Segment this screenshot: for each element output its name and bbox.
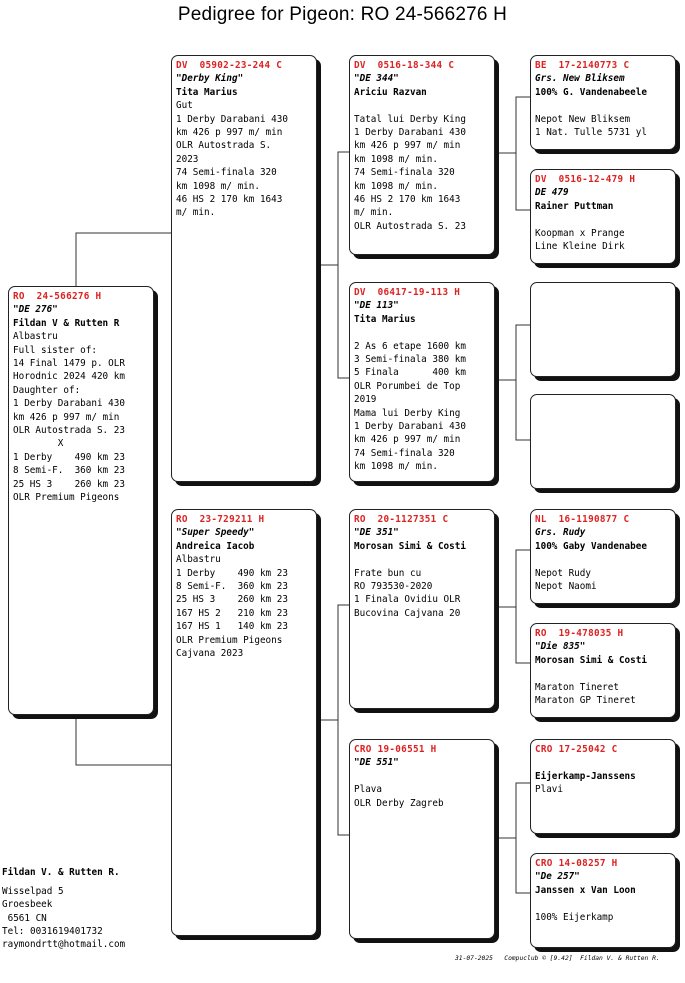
owner-name: Andreica Iacob — [176, 540, 255, 552]
ring-number: BE 17-2140773 C — [535, 60, 630, 71]
card-text-line — [535, 756, 671, 769]
breeder-name: Fildan V. & Rutten R. — [2, 867, 120, 878]
card-text-line: 74 Semi-finala 320 — [176, 167, 277, 179]
pigeon-card-dam-dam-sire[interactable] — [530, 739, 676, 834]
owner-name: 100% G. Vandenabeele — [535, 86, 647, 98]
card-text-line: Nepot Rudy — [535, 567, 591, 579]
owner-name: Eijerkamp-Janssens — [535, 770, 636, 782]
card-text-line — [354, 99, 490, 112]
pigeon-card-dam-sire-sire[interactable] — [530, 509, 676, 604]
owner-name: Morosan Simi & Costi — [354, 540, 466, 552]
card-text-line: km 1098 m/ min. — [354, 153, 438, 165]
card-text-line: km 426 p 997 m/ min — [354, 140, 461, 152]
ring-number: CRO 17-25042 C — [535, 744, 618, 755]
owner-name: Morosan Simi & Costi — [535, 654, 647, 666]
card-text-line — [354, 326, 490, 339]
card-text-line: 2 As 6 etape 1600 km — [354, 340, 466, 352]
pigeon-card-dam-dam-dam[interactable] — [530, 853, 676, 948]
ring-number: CRO 19-06551 H — [354, 744, 437, 755]
breeder-email[interactable]: raymondrtt@hotmail.com — [2, 939, 126, 951]
card-text-line: 3 Semi-finala 380 km — [354, 354, 466, 366]
owner-name: Ariciu Razvan — [354, 86, 427, 98]
card-text-line: 25 HS 3 260 km 23 — [13, 478, 125, 490]
card-text-line: 46 HS 2 170 km 1643 — [176, 194, 283, 206]
card-text-line: 1 Finala Ovidiu OLR — [354, 594, 461, 606]
card-text-line: 8 Semi-F. 360 km 23 — [176, 581, 288, 593]
pigeon-card-sire-dam-dam[interactable] — [530, 394, 676, 489]
connector-ss — [516, 97, 530, 210]
card-text-line — [354, 553, 490, 566]
card-text-line: km 1098 m/ min. — [354, 461, 438, 473]
card-text-line: km 426 p 997 m/ min — [354, 434, 461, 446]
card-text-line: Albastru — [176, 554, 221, 566]
card-text-line — [535, 99, 671, 112]
card-text-line: 2023 — [176, 153, 199, 165]
card-text-line: 74 Semi-finala 320 — [354, 447, 455, 459]
page-title: Pedigree for Pigeon: RO 24-566276 H — [177, 4, 508, 25]
card-text-line: Frate bun cu — [354, 567, 422, 579]
card-text-line: OLR Premium Pigeons — [176, 634, 283, 646]
card-text-line: Nepot Naomi — [535, 581, 597, 593]
card-text-line: 14 Final 1479 p. OLR — [13, 358, 125, 370]
connector-sd — [516, 325, 530, 440]
card-text-line: 1 Derby Darabani 430 — [354, 127, 466, 139]
card-text-line: Maraton GP Tineret — [535, 695, 636, 707]
card-text-line — [535, 667, 671, 680]
footer-credits: 31-07-2025 Compuclub © [9.42] Fildan V. & Rutten R. — [455, 955, 660, 962]
ring-number: RO 20-1127351 C — [354, 514, 449, 525]
card-text-line: OLR Autostrada S. 23 — [13, 425, 125, 437]
owner-name: Tita Marius — [354, 313, 416, 325]
pigeon-name: "Die 835" — [535, 641, 586, 653]
ring-number: NL 16-1190877 C — [535, 514, 630, 525]
card-text-line: OLR Autostrada S. — [176, 140, 272, 152]
card-text-line: Albastru — [13, 331, 58, 343]
owner-name: Fildan V & Rutten R — [13, 317, 120, 329]
card-text-line: Tatal lui Derby King — [354, 113, 466, 125]
card-text-line: 167 HS 2 210 km 23 — [176, 607, 288, 619]
card-text-line: 100% Eijerkamp — [535, 911, 614, 923]
card-text-line: m/ min. — [176, 207, 216, 219]
pigeon-name: DE 479 — [535, 187, 569, 199]
pigeon-card-dam-sire[interactable] — [349, 509, 495, 709]
pigeon-card-subject[interactable] — [8, 286, 154, 715]
card-text-line — [535, 553, 671, 566]
breeder-phone: Tel: 0031619401732 — [2, 925, 103, 937]
pigeon-card-sire-dam[interactable] — [349, 282, 495, 482]
card-text-line: Daughter of: — [13, 384, 81, 396]
card-text-line: Cajvana 2023 — [176, 648, 244, 660]
card-text-line: Maraton Tineret — [535, 681, 619, 693]
card-text-line: 1 Derby Darabani 430 — [13, 398, 125, 410]
pigeon-name: "DE 551" — [354, 757, 399, 769]
card-text-line — [354, 770, 490, 783]
card-text-line: 1 Derby 490 km 23 — [13, 451, 125, 463]
pigeon-card-sire-sire-sire[interactable] — [530, 55, 676, 150]
card-text-line: Nepot New Bliksem — [535, 113, 631, 125]
pigeon-name: "DE 113" — [354, 300, 399, 312]
card-text-line: 74 Semi-finala 320 — [354, 167, 455, 179]
pigeon-card-sire-dam-sire[interactable] — [530, 282, 676, 377]
card-text-line: 5 Finala 400 km — [354, 367, 466, 379]
pigeon-card-sire-sire-dam[interactable] — [530, 169, 676, 264]
breeder-address-block — [2, 866, 125, 951]
card-text-line: OLR Porumbei de Top — [354, 380, 461, 392]
card-text-line: km 1098 m/ min. — [176, 180, 260, 192]
pigeon-name: "Derby King" — [176, 73, 244, 85]
pigeon-name: "DE 276" — [13, 304, 58, 316]
card-text-line — [535, 897, 671, 910]
card-text-line: km 1098 m/ min. — [354, 180, 438, 192]
pigeon-name: "DE 351" — [354, 527, 399, 539]
card-text-line: Line Kleine Dirk — [535, 241, 625, 253]
card-text-line: Bucovina Cajvana 20 — [354, 607, 461, 619]
owner-name: 100% Gaby Vandenabee — [535, 540, 647, 552]
ring-number: DV 06417-19-113 H — [354, 287, 461, 298]
ring-number: RO 23-729211 H — [176, 514, 265, 525]
pigeon-name: "De 257" — [535, 871, 580, 883]
card-text-line: 1 Derby Darabani 430 — [176, 113, 288, 125]
ring-number: RO 24-566276 H — [13, 291, 102, 302]
ring-number: DV 05902-23-244 C — [176, 60, 283, 71]
card-text-line — [535, 213, 671, 226]
card-text-line: Koopman x Prange — [535, 227, 625, 239]
pigeon-name: Grs. Rudy — [535, 527, 586, 539]
card-text-line: km 426 p 997 m/ min — [176, 127, 283, 139]
pigeon-card-sire[interactable] — [171, 55, 317, 482]
ring-number: DV 0516-12-479 H — [535, 174, 636, 185]
card-text-line: 2019 — [354, 394, 377, 406]
breeder-address-line: Wisselpad 5 — [2, 886, 64, 898]
card-text-line: 8 Semi-F. 360 km 23 — [13, 465, 125, 477]
card-text-line: 1 Derby 490 km 23 — [176, 567, 288, 579]
pigeon-name: "Super Speedy" — [176, 527, 255, 539]
card-text-line: OLR Premium Pigeons — [13, 492, 120, 504]
card-text-line: 1 Derby Darabani 430 — [354, 421, 466, 433]
breeder-address-line: 6561 CN — [2, 912, 47, 924]
pigeon-card-dam-sire-dam[interactable] — [530, 623, 676, 718]
card-text-line: Plavi — [535, 784, 563, 796]
pigeon-name: "DE 344" — [354, 73, 399, 85]
card-text-line: 25 HS 3 260 km 23 — [176, 594, 288, 606]
pigeon-card-dam-dam[interactable] — [349, 739, 495, 939]
connector-dd — [516, 783, 530, 893]
owner-name: Janssen x Van Loon — [535, 884, 636, 896]
card-text-line: m/ min. — [354, 207, 394, 219]
card-text-line: 46 HS 2 170 km 1643 — [354, 194, 461, 206]
pigeon-card-dam[interactable] — [171, 509, 317, 936]
card-text-line: Full sister of: — [13, 344, 97, 356]
card-text-line: km 426 p 997 m/ min — [13, 411, 120, 423]
card-text-line: X — [13, 438, 64, 450]
card-text-line: 1 Nat. Tulle 5731 yl — [535, 127, 647, 139]
card-text-line: OLR Autostrada S. 23 — [354, 220, 466, 232]
card-text-line: OLR Derby Zagreb — [354, 797, 444, 809]
ring-number: DV 0516-18-344 C — [354, 60, 455, 71]
owner-name: Tita Marius — [176, 86, 238, 98]
pigeon-name: Grs. New Bliksem — [535, 73, 625, 85]
pigeon-card-sire-sire[interactable] — [349, 55, 495, 255]
card-text-line: Mama lui Derby King — [354, 407, 461, 419]
card-text-line: Gut — [176, 100, 193, 112]
owner-name: Rainer Puttman — [535, 200, 614, 212]
card-text-line: Horodnic 2024 420 km — [13, 371, 125, 383]
card-text-line: RO 793530-2020 — [354, 581, 433, 593]
ring-number: CRO 14-08257 H — [535, 858, 618, 869]
card-text-line: Plava — [354, 784, 382, 796]
ring-number: RO 19-478035 H — [535, 628, 624, 639]
breeder-address-line: Groesbeek — [2, 899, 53, 911]
connector-ds — [516, 550, 530, 663]
card-text-line: 167 HS 1 140 km 23 — [176, 621, 288, 633]
